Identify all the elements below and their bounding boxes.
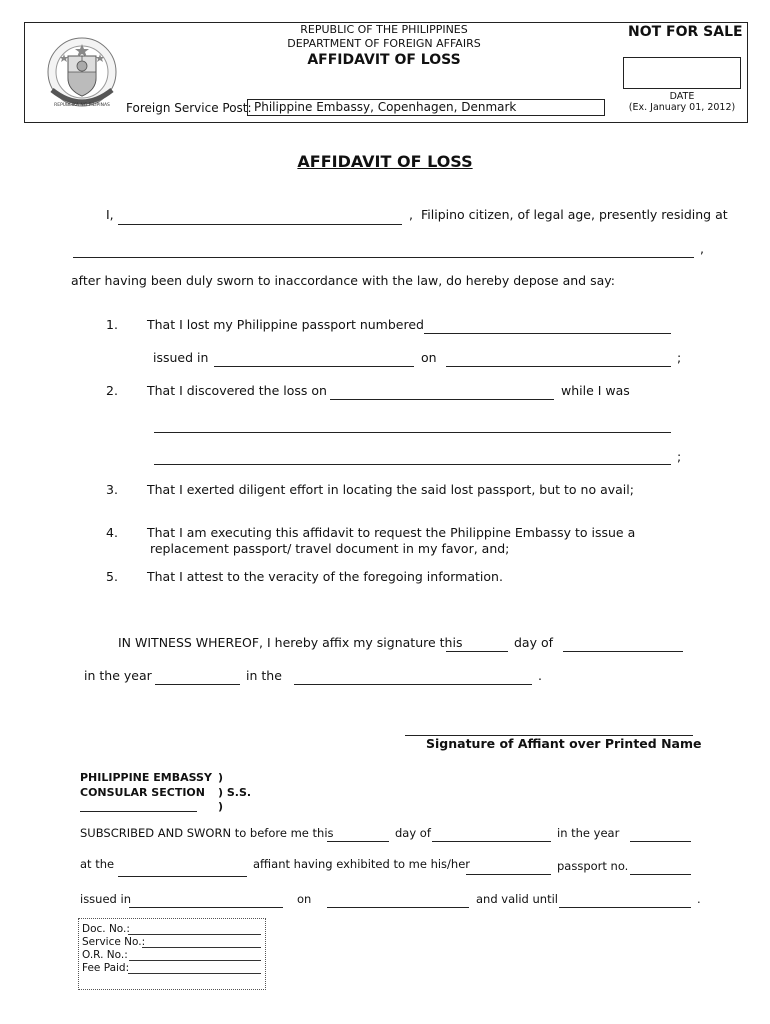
date-label: DATE — [669, 91, 695, 102]
affiant-exhibited-text: affiant having exhibited to me his/her — [253, 857, 471, 871]
consular-location-field[interactable] — [80, 811, 197, 812]
loss-date-field[interactable] — [330, 399, 554, 400]
philippine-seal-icon — [46, 34, 118, 110]
foreign-service-post-field[interactable]: Philippine Embassy, Copenhagen, Denmark — [247, 99, 605, 116]
doc-info-box — [78, 918, 266, 990]
republic-label: REPUBLIC OF THE PHILIPPINES — [300, 23, 468, 36]
jurat-day-field[interactable] — [327, 841, 389, 842]
item-3-text: That I exerted diligent effort in locating the said lost passport, but to no avail; — [147, 482, 634, 497]
intro-text: Filipino citizen, of legal age, presently residing at — [421, 207, 728, 222]
jurat-day-of-label: day of — [395, 826, 431, 840]
issued-in-field[interactable] — [214, 366, 414, 367]
semicolon: ; — [677, 449, 682, 464]
doc-no-label: Doc. No.: — [82, 923, 130, 935]
semicolon: ; — [677, 350, 682, 365]
fee-paid-label: Fee Paid: — [82, 962, 130, 974]
item-2-number: 2. — [106, 383, 118, 398]
embassy-label: PHILIPPINE EMBASSY — [80, 771, 212, 784]
jurat-on-label: on — [297, 892, 312, 906]
circumstance-line-1[interactable] — [154, 432, 671, 433]
subscribed-text: SUBSCRIBED AND SWORN to before me this — [80, 826, 334, 840]
item-3-number: 3. — [106, 482, 118, 497]
item-4-text-2: replacement passport/ travel document in my favor, and; — [150, 541, 510, 556]
witness-text: IN WITNESS WHEREOF, I hereby affix my signature this — [118, 635, 463, 650]
witness-place-field[interactable] — [294, 684, 532, 685]
jurat-month-field[interactable] — [432, 841, 551, 842]
valid-until-label: and valid until — [476, 892, 558, 906]
or-no-field[interactable] — [129, 960, 261, 961]
day-of-label: day of — [514, 635, 554, 650]
jurat-year-label: in the year — [557, 826, 620, 840]
post-label: Foreign Service Post: — [126, 101, 252, 115]
passport-number-field[interactable] — [424, 333, 671, 334]
item-4-text: That I am executing this affidavit to request the Philippine Embassy to issue a — [147, 525, 636, 540]
service-no-label: Service No.: — [82, 936, 146, 948]
affidavit-title: AFFIDAVIT OF LOSS — [297, 152, 473, 171]
ss-label: ) S.S. — [218, 786, 252, 799]
at-the-label: at the — [80, 857, 115, 871]
period: . — [538, 668, 542, 683]
jurat-year-field[interactable] — [630, 841, 691, 842]
address-comma: , — [700, 241, 704, 256]
service-no-field[interactable] — [142, 947, 261, 948]
jurat-place-field[interactable] — [118, 876, 247, 877]
item-5-number: 5. — [106, 569, 118, 584]
date-field[interactable] — [623, 57, 741, 89]
circumstance-line-2[interactable] — [154, 464, 671, 465]
header-title: AFFIDAVIT OF LOSS — [307, 52, 461, 68]
item-1-number: 1. — [106, 317, 118, 332]
consular-label: CONSULAR SECTION — [80, 786, 205, 799]
on-label: on — [421, 350, 437, 365]
jurat-paren-3: ) — [218, 800, 224, 813]
issued-on-field[interactable] — [446, 366, 671, 367]
item-5-text: That I attest to the veracity of the foregoing information. — [147, 569, 503, 584]
or-no-label: O.R. No.: — [82, 949, 128, 961]
item-1-text: That I lost my Philippine passport numbered — [147, 317, 424, 332]
while-i-was-label: while I was — [561, 383, 630, 398]
jurat-issued-in-field[interactable] — [129, 907, 283, 908]
item-4-number: 4. — [106, 525, 118, 540]
fee-paid-field[interactable] — [128, 973, 261, 974]
depose-text: after having been duly sworn to inaccordance with the law, do hereby depose and say: — [71, 273, 615, 288]
item-2-text: That I discovered the loss on — [147, 383, 327, 398]
not-for-sale-label: NOT FOR SALE — [628, 24, 743, 40]
signature-label: Signature of Affiant over Printed Name — [426, 736, 702, 751]
residence-address-field[interactable] — [73, 257, 694, 258]
witness-day-field[interactable] — [446, 651, 508, 652]
in-the-label: in the — [246, 668, 282, 683]
passport-no-label: passport no. — [557, 859, 629, 873]
witness-month-field[interactable] — [563, 651, 683, 652]
affiant-name-field[interactable] — [118, 224, 402, 225]
valid-until-field[interactable] — [559, 907, 691, 908]
issued-in-label: issued in — [153, 350, 209, 365]
i-label: I, — [106, 207, 114, 222]
witness-year-field[interactable] — [155, 684, 240, 685]
seal-text: REPUBLIKA NG PILIPINAS — [54, 103, 110, 108]
jurat-issued-in-label: issued in — [80, 892, 131, 906]
department-label: DEPARTMENT OF FOREIGN AFFAIRS — [287, 37, 481, 50]
jurat-period: . — [697, 892, 701, 906]
jurat-paren-1: ) — [218, 771, 224, 784]
passport-type-field[interactable] — [466, 874, 551, 875]
jurat-issued-on-field[interactable] — [327, 907, 469, 908]
in-the-year-label: in the year — [84, 668, 152, 683]
jurat-passport-no-field[interactable] — [630, 874, 691, 875]
intro-comma: , — [409, 207, 413, 222]
date-example: (Ex. January 01, 2012) — [628, 102, 736, 113]
doc-no-field[interactable] — [128, 934, 261, 935]
